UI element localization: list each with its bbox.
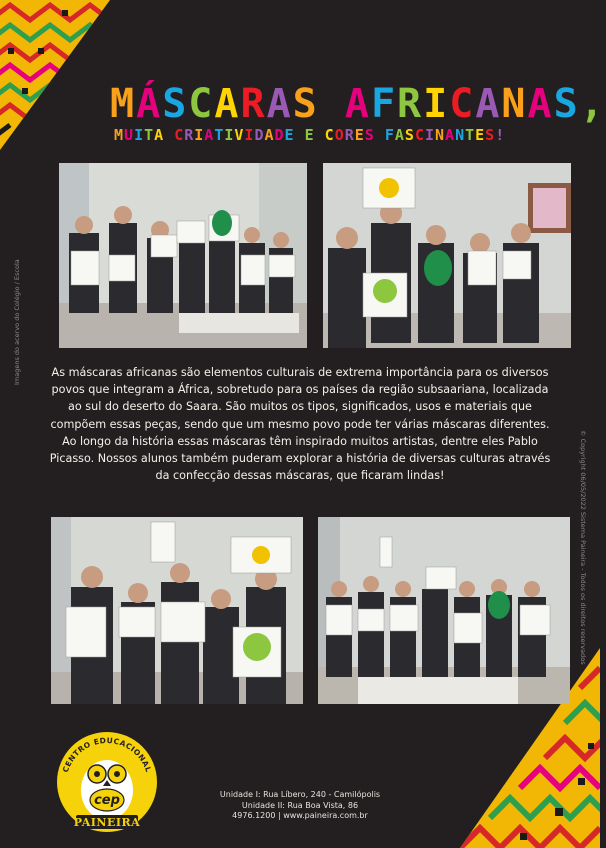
photo-credit-left: Imagens do acervo do Colégio / Escola [13, 259, 21, 385]
classroom-photo-1 [59, 163, 307, 348]
kente-pattern-top-left [0, 0, 110, 150]
title-main: MÁSCARAS AFRICANAS, [110, 81, 606, 127]
school-address [200, 790, 400, 822]
svg-text:PAINEIRA: PAINEIRA [73, 816, 141, 829]
classroom-photo-3 [51, 517, 303, 704]
address-line-3: 4976.1200 | www.paineira.com.br [232, 811, 368, 820]
svg-text:CENTRO EDUCACIONAL: CENTRO EDUCACIONAL [60, 735, 154, 774]
address-line-2: Unidade II: Rua Boa Vista, 86 [241, 800, 359, 810]
address-line-1: Unidade I: Rua Líbero, 240 - Camilópolis [219, 790, 381, 799]
classroom-photo-4 [318, 517, 570, 704]
body-paragraph: As máscaras africanas são elementos culturais de extrema importância para os diversos povos que integram a África, sobretudo para os países da região subsaariana, localizada ao sul do deserto do Saara. São muitos os tipos, significados, usos e materiais que compõem essas peças, sendo que um mesmo povo pode ter várias máscaras diferentes. Ao longo da história essas máscaras têm inspirado muitos artistas, dentre eles Pablo Picasso. Nossos alunos também puderam explorar a história de diversas culturas através da confecção dessas máscaras, que ficaram lindas! [49, 366, 551, 483]
poster-title [110, 81, 606, 144]
copyright-right: © Copyright 06/05/2022 Sistema Paineira - Todos os direitos reservados [579, 430, 587, 665]
paineira-owl-logo [52, 728, 162, 836]
svg-text:cep: cep [94, 793, 120, 808]
title-sub: MUITA CRIATIVIDADE E CORES FASCINANTES! [114, 126, 506, 144]
classroom-photo-2 [323, 163, 571, 348]
